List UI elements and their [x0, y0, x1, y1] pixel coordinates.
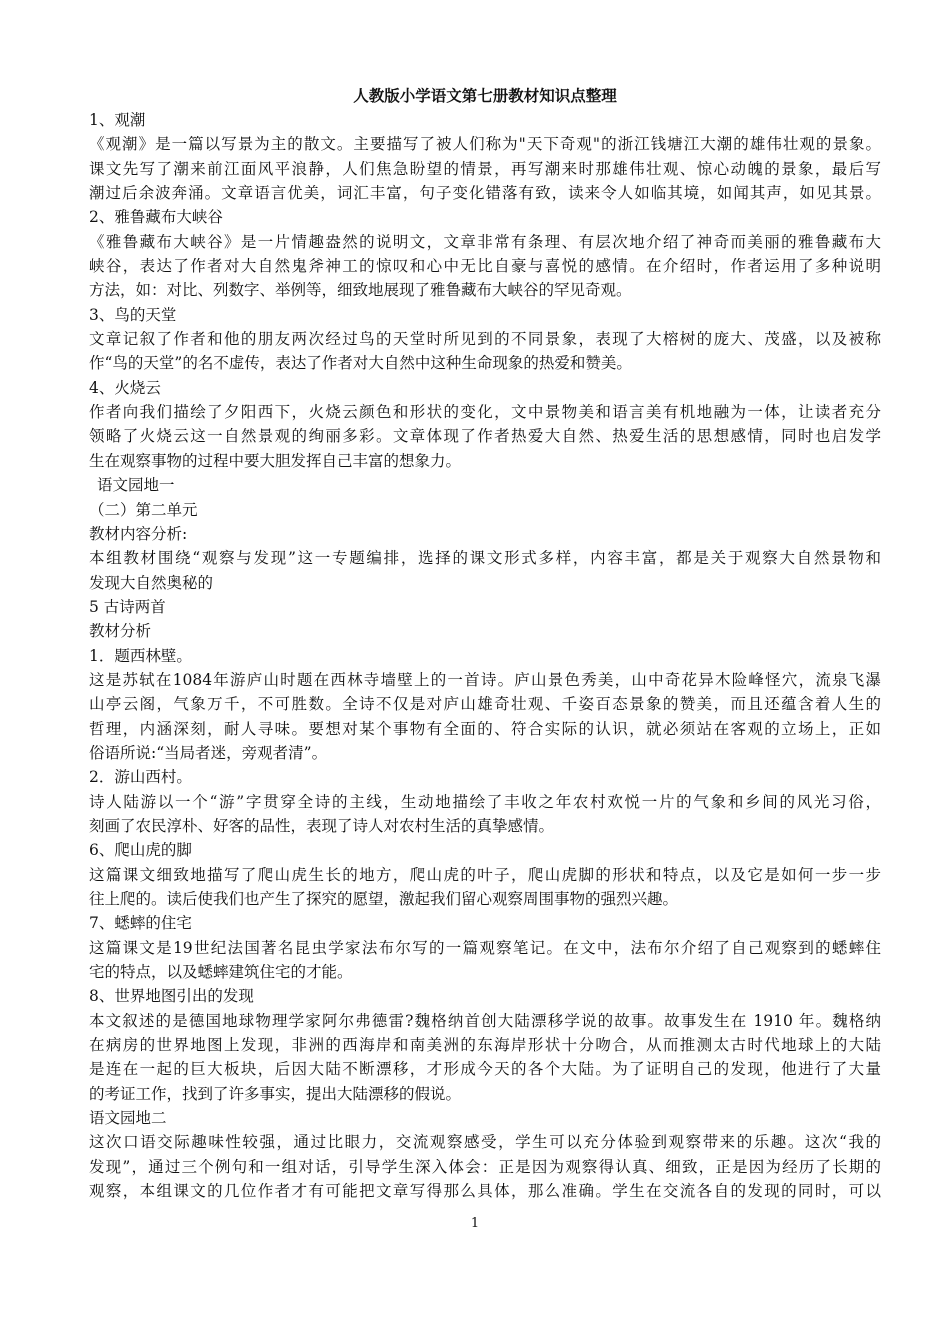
text-line: 语文园地二	[89, 1109, 167, 1128]
text-line: 1、观潮	[89, 111, 146, 129]
text-line: 这次口语交际趣味性较强，通过比眼力，交流观察感受，学生可以充分体验到观察带来的乐趣。这次“我的	[89, 1133, 881, 1152]
text-line: 的考证工作，找到了许多事实，提出大陆漂移的假说。	[89, 1084, 462, 1103]
text-line: 5 古诗两首	[89, 597, 166, 616]
text-line: 4、火烧云	[89, 378, 161, 397]
text-line: 观察，本组课文的几位作者才有可能把文章写得那么具体，那么准确。学生在交流各自的发现的同时，可以	[89, 1182, 881, 1201]
text-line: 文章记叙了作者和他的朋友两次经过鸟的天堂时所见到的不同景象，表现了大榕树的庞大、茂盛，以及被称	[89, 330, 881, 349]
text-line: 3、鸟的天堂	[89, 305, 177, 324]
text-line: 2、雅鲁藏布大峡谷	[89, 208, 223, 227]
text-line: 本组教材围绕“观察与发现”这一专题编排，选择的课文形式多样，内容丰富，都是关于观察大自然景物和	[89, 549, 881, 568]
text-line: 往上爬的。读后使我们也产生了探究的愿望，激起我们留心观察周围事物的强烈兴趣。	[89, 890, 679, 908]
text-line: 《雅鲁藏布大峡谷》是一片情趣盎然的说明文，文章非常有条理、有层次地介绍了神奇而美丽的雅鲁藏布大	[89, 232, 881, 251]
text-line: 作者向我们描绘了夕阳西下，火烧云颜色和形状的变化，文中景物美和语言美有机地融为一体，让读者充分	[89, 403, 881, 422]
text-line: 这是苏轼在1084年游庐山时题在西林寺墙壁上的一首诗。庐山景色秀美，山中奇花异木险峰怪穴，流泉飞瀑	[89, 670, 881, 689]
text-line: 在病房的世界地图上发现，非洲的西海岸和南美洲的东海岸形状十分吻合，从而推测太古时代地球上的大陆	[89, 1036, 881, 1055]
text-line: 领略了火烧云这一自然景观的绚丽多彩。文章体现了作者热爱大自然、热爱生活的思想感情，同时也启发学	[89, 427, 881, 446]
page-number: 1	[470, 1216, 480, 1231]
text-line: 本文叙述的是德国地球物理学家阿尔弗德雷?魏格纳首创大陆漂移学说的故事。故事发生在 1910 年。魏格纳	[89, 1011, 881, 1030]
text-line: 1．题西林壁。	[89, 646, 192, 665]
text-line: 潮过后余波奔涌。文章语言优美，词汇丰富，句子变化错落有致，读来令人如临其境，如闻其声，如见其景。	[89, 184, 881, 203]
text-line: 2．游山西村。	[89, 768, 192, 787]
text-line: 山亭云阁，气象万千，不可胜数。全诗不仅是对庐山雄奇壮观、千姿百态景象的赞美，而且还蕴含着人生的	[89, 695, 881, 714]
text-line: 诗人陆游以一个“游”字贯穿全诗的主线，生动地描绘了丰收之年农村欢悦一片的气象和乡间的风光习俗，	[89, 792, 881, 811]
text-line: 这篇课文是19世纪法国著名昆虫学家法布尔写的一篇观察笔记。在文中，法布尔介绍了自己观察到的蟋蟀住	[89, 938, 881, 957]
text-line: 方法，如：对比、列数字、举例等，细致地展现了雅鲁藏布大峡谷的罕见奇观。	[89, 281, 632, 300]
text-line: 宅的特点，以及蟋蟀建筑住宅的才能。	[89, 963, 353, 982]
document-body	[89, 84, 881, 1203]
text-line: 是连在一起的巨大板块，后因大陆不断漂移，才形成今天的各个大陆。为了证明自己的发现，他进行了大量	[89, 1060, 881, 1079]
text-line: 8、世界地图引出的发现	[89, 987, 254, 1006]
text-line: 6、爬山虎的脚	[89, 841, 192, 860]
text-line: 教材内容分析:	[89, 524, 188, 543]
text-line: 俗语所说:“当局者迷，旁观者清”。	[89, 743, 328, 762]
text-line: 生在观察事物的过程中要大胆发挥自己丰富的想象力。	[89, 451, 462, 470]
text-line: 发现大自然奥秘的	[89, 573, 214, 592]
text-line: 哲理，内涵深刻，耐人寻味。要想对某个事物有全面的、符合实际的认识，就必须站在客观的立场上，正如	[89, 719, 881, 738]
text-line: 语文园地一	[97, 476, 175, 495]
text-line: 课文先写了潮来前江面风平浪静，人们焦急盼望的情景，再写潮来时那雄伟壮观、惊心动魄的景象，最后写	[89, 159, 881, 178]
text-line: 发现”，通过三个例句和一组对话，引导学生深入体会：正是因为观察得认真、细致，正是因为经历了长期的	[89, 1157, 881, 1176]
text-line: 这篇课文细致地描写了爬山虎生长的地方，爬山虎的叶子，爬山虎脚的形状和特点，以及它是如何一步一步	[89, 865, 881, 884]
text-line: 《观潮》是一篇以写景为主的散文。主要描写了被人们称为"天下奇观"的浙江钱塘江大潮的雄伟壮观的景象。	[89, 135, 881, 154]
text-line: （二）第二单元	[89, 500, 198, 519]
document-title: 人教版小学语文第七册教材知识点整理	[353, 86, 617, 105]
text-line: 教材分析	[89, 622, 152, 641]
text-line: 作“鸟的天堂”的名不虚传，表达了作者对大自然中这种生命现象的热爱和赞美。	[89, 354, 632, 373]
text-line: 刻画了农民淳朴、好客的品性，表现了诗人对农村生活的真挚感情。	[89, 816, 555, 835]
document-text	[89, 108, 881, 1203]
text-line: 峡谷，表达了作者对大自然鬼斧神工的惊叹和心中无比自豪与喜悦的感情。在介绍时，作者运用了多种说明	[89, 257, 881, 276]
text-line: 7、蟋蟀的住宅	[89, 914, 192, 933]
